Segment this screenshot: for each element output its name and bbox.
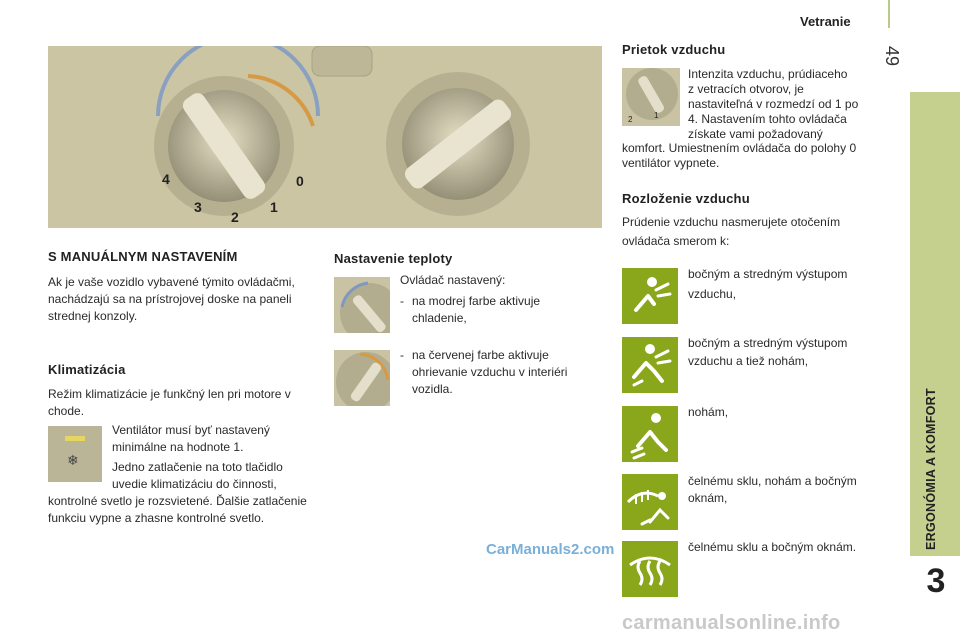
knob-red-icon: [334, 350, 390, 406]
distribution-item4-l1: čelnému sklu, nohám a bočným: [688, 474, 857, 488]
bullet-dash: -: [400, 348, 404, 362]
distribution-title: Rozloženie vzduchu: [622, 191, 750, 206]
knob-blue-icon: [334, 277, 390, 333]
distribution-intro-l2: ovládača smerom k:: [622, 234, 730, 248]
knob-label-4: 4: [162, 171, 170, 187]
temperature-item1-line2: chladenie,: [412, 311, 467, 325]
temperature-intro: Ovládač nastavený:: [400, 273, 506, 287]
distribution-item4-l2: oknám,: [688, 491, 728, 505]
airflow-l3: nastaviteľná v rozmedzí od 1 po: [688, 97, 859, 111]
ac-p2-line2: uvedie klimatizáciu do činnosti,: [112, 477, 277, 491]
distribution-item2-l2: vzduchu a tiež nohám,: [688, 354, 809, 368]
ac-intro: Režim klimatizácie je funkčný len pri motore v chode.: [48, 387, 291, 418]
knob-label-3: 3: [194, 199, 202, 215]
fan-label-1: 1: [654, 111, 659, 120]
fan-knob-icon: [622, 68, 680, 126]
distribution-item3-l1: nohám,: [688, 405, 729, 419]
fan-knob-thumb: [622, 68, 680, 126]
distribution-item2-l1: bočným a stredným výstupom: [688, 336, 848, 350]
airflow-l4: 4. Nastavením tohto ovládača: [688, 112, 847, 126]
windscreen-defrost-icon: [622, 541, 678, 597]
temperature-knob-thumb-blue: [334, 277, 390, 333]
ac-p1-line2: minimálne na hodnote 1.: [112, 440, 244, 454]
ac-title: Klimatizácia: [48, 362, 126, 377]
watermark-carmanuals2: CarManuals2.com: [486, 541, 615, 558]
fan-label-2: 2: [628, 115, 633, 124]
snowflake-icon: ❄: [67, 452, 79, 468]
temperature-item1-text: na modrej farbe aktivuje: [412, 294, 541, 308]
airflow-l1: Intenzita vzduchu, prúdiaceho: [688, 67, 848, 81]
ac-p2-rest: kontrolné svetlo je rozsvietené. Ďalšie zatlačenie funkciu vypne a zhasne kontrolné svetlo.: [48, 494, 307, 525]
airflow-title: Prietok vzduchu: [622, 42, 726, 57]
ac-p2-line1: Jedno zatlačenie na toto tlačidlo: [112, 460, 283, 474]
knob-label-1: 1: [270, 199, 278, 215]
control-panel-illustration: [48, 46, 602, 228]
header-divider: [888, 0, 890, 28]
temperature-item1-line1: [400, 293, 540, 310]
ac-p1-line1: Ventilátor musí byť nastavený: [112, 423, 270, 437]
airflow-l2: z vetracích otvorov, je: [688, 82, 804, 96]
face-vent-mode-icon: [622, 268, 678, 324]
ac-led-icon: [65, 436, 85, 441]
windscreen-feet-mode-icon: [622, 474, 678, 530]
distribution-item1-l1: bočným a stredným výstupom: [688, 267, 848, 281]
control-panel-photo: [48, 46, 602, 228]
temperature-item2-line3: vozidla.: [412, 382, 453, 396]
temperature-item2-line1: [400, 347, 549, 364]
airflow-rest: komfort. Umiestnením ovládača do polohy 0 ventilátor vypnete.: [622, 141, 857, 170]
ac-button-thumb: [48, 426, 102, 482]
watermark-carmanualsonline: carmanualsonline.info: [622, 612, 841, 634]
page-number: 49: [882, 46, 902, 67]
manual-title: S MANUÁLNYM NASTAVENÍM: [48, 249, 238, 264]
distribution-intro-l1: Prúdenie vzduchu nasmerujete otočením: [622, 215, 841, 229]
manual-text: Ak je vaše vozidlo vybavené týmito ovládačmi, nachádzajú sa na prístrojovej doske na paneli strednej konzoly.: [48, 275, 295, 323]
chapter-tab-label: ERGONÓMIA A KOMFORT: [924, 388, 938, 550]
temperature-item2-line2: ohrievanie vzduchu v interiéri: [412, 365, 568, 379]
face-feet-mode-icon: [622, 337, 678, 393]
knob-label-0: 0: [296, 173, 304, 189]
section-title: Vetranie: [800, 14, 851, 29]
bullet-dash: -: [400, 294, 404, 308]
temperature-item2-text: na červenej farbe aktivuje: [412, 348, 549, 362]
knob-label-2: 2: [231, 209, 239, 225]
airflow-l5: získate vami požadovaný: [688, 127, 823, 141]
temperature-title: Nastavenie teploty: [334, 251, 453, 266]
chapter-number: 3: [926, 562, 946, 600]
distribution-item5-l1: čelnému sklu a bočným oknám.: [688, 540, 857, 554]
distribution-item1-l2: vzduchu,: [688, 287, 737, 301]
feet-mode-icon: [622, 406, 678, 462]
temperature-knob-thumb-red: [334, 350, 390, 406]
